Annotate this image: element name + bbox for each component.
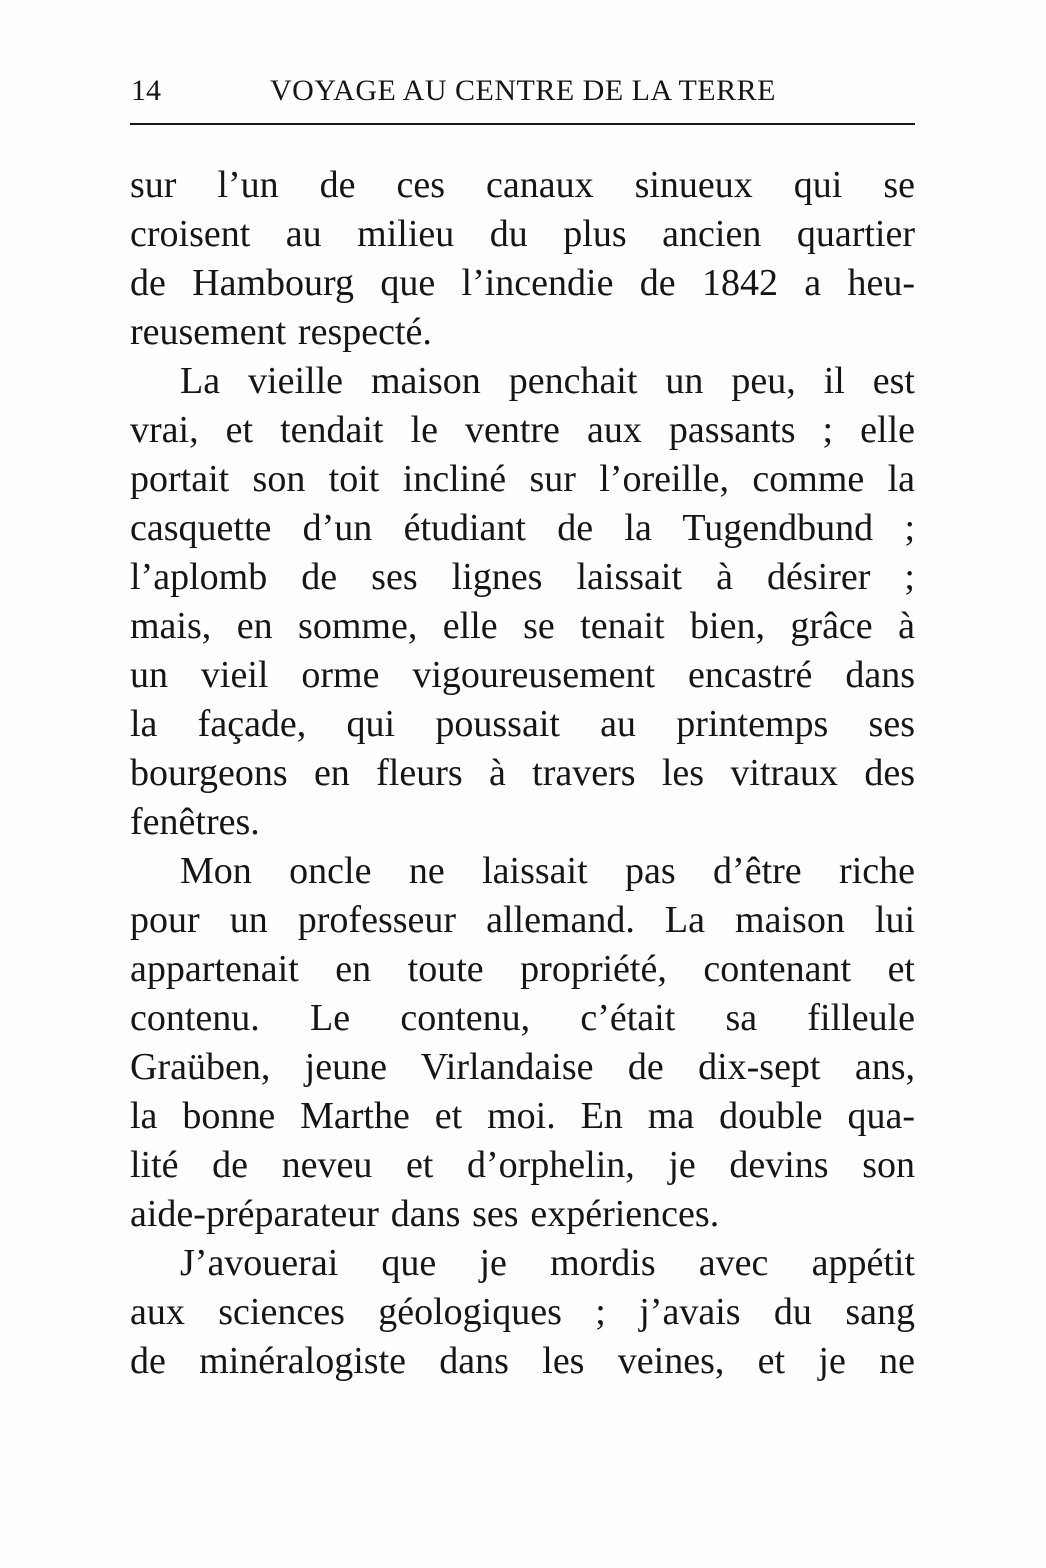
text-line: mais, en somme, elle se tenait bien, grâce à xyxy=(130,605,915,647)
text-line: de minéralogiste dans les veines, et je ne xyxy=(130,1340,915,1382)
text-line: J’avouerai que je mordis avec appétit xyxy=(180,1242,915,1284)
running-title: VOYAGE AU CENTRE DE LA TERRE xyxy=(270,74,776,107)
text-line: appartenait en toute propriété, contenant et xyxy=(130,948,915,990)
text-line: portait son toit incliné sur l’oreille, comme la xyxy=(130,458,915,500)
paragraph xyxy=(130,161,915,357)
text-line: un vieil orme vigoureusement encastré dans xyxy=(130,654,915,696)
text-line: lité de neveu et d’orphelin, je devins son xyxy=(130,1144,915,1186)
text-line: de Hambourg que l’incendie de 1842 a heu- xyxy=(130,262,915,304)
text-line: aux sciences géologiques ; j’avais du sang xyxy=(130,1291,915,1333)
text-line: bourgeons en fleurs à travers les vitraux des xyxy=(130,752,915,794)
text-line: reusement respecté. xyxy=(130,311,432,353)
text-line: la façade, qui poussait au printemps ses xyxy=(130,703,915,745)
text-line: contenu. Le contenu, c’était sa filleule xyxy=(130,997,915,1039)
text-line: Mon oncle ne laissait pas d’être riche xyxy=(180,850,915,892)
paragraph xyxy=(130,1239,915,1386)
header-rule xyxy=(130,123,915,125)
paragraph xyxy=(130,357,915,847)
text-line: croisent au milieu du plus ancien quartier xyxy=(130,213,915,255)
page-number: 14 xyxy=(131,74,161,107)
text-line: sur l’un de ces canaux sinueux qui se xyxy=(130,164,915,206)
text-line: casquette d’un étudiant de la Tugendbund ; xyxy=(130,507,915,549)
page-body xyxy=(130,161,915,1386)
text-line: pour un professeur allemand. La maison lui xyxy=(130,899,915,941)
text-line: fenêtres. xyxy=(130,801,260,843)
text-line: La vieille maison penchait un peu, il est xyxy=(180,360,915,402)
text-line: vrai, et tendait le ventre aux passants ; elle xyxy=(130,409,915,451)
paragraph xyxy=(130,847,915,1239)
text-line: l’aplomb de ses lignes laissait à désirer ; xyxy=(130,556,915,598)
page-header xyxy=(0,0,1046,106)
text-line: Graüben, jeune Virlandaise de dix-sept ans, xyxy=(130,1046,915,1088)
text-line: aide-préparateur dans ses expériences. xyxy=(130,1193,720,1235)
text-line: la bonne Marthe et moi. En ma double qua- xyxy=(130,1095,915,1137)
